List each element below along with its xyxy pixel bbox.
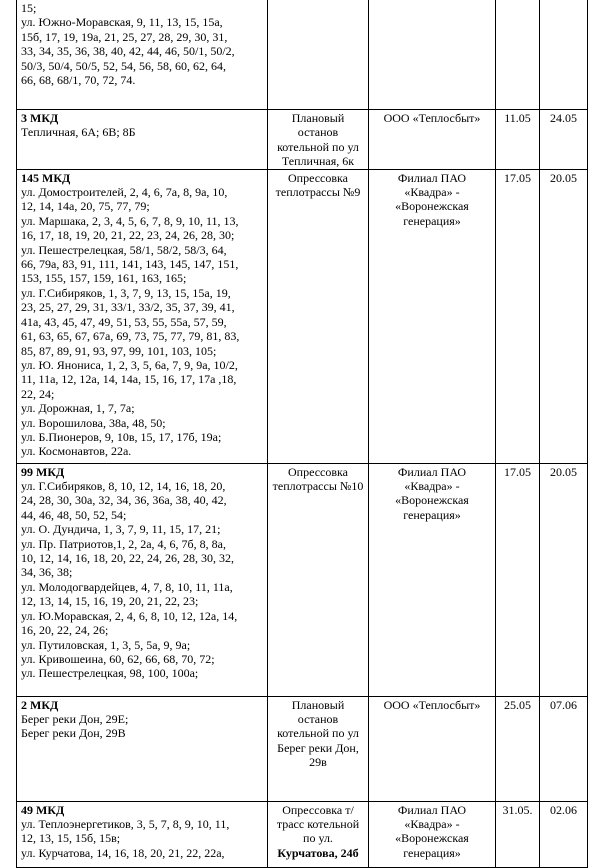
organization-name: Филиал ПАО «Квадра» - «Воронежская генерация» (395, 464, 469, 522)
start-date-cell: 17.05 (496, 463, 540, 696)
reason-cell (268, 696, 369, 801)
reason-text: Опрессовка теплотрассы №10 (272, 464, 364, 494)
address-line: 24, 28, 30, 30а, 32, 34, 36, 36а, 38, 40, 42, (21, 493, 227, 508)
start-date-cell: 31.05. (496, 801, 540, 867)
reason-text: Плановый останов котельной по ул Тепличная, 6к (277, 111, 359, 169)
address-cell (17, 801, 268, 867)
address-line: ул. Теплоэнергетиков, 3, 5, 7, 8, 9, 10, 11, (21, 817, 230, 832)
reason-text: Опрессовка теплотрассы №9 (275, 170, 361, 200)
table-row (17, 0, 588, 110)
reason-cell (268, 801, 369, 867)
building-count: 145 МКД (21, 170, 71, 185)
organization-cell (369, 169, 496, 463)
end-date-cell (540, 0, 588, 110)
organization-name: ООО «Теплосбыт» (383, 697, 481, 712)
address-line: ул. Г.Сибиряков, 1, 3, 7, 9, 13, 15, 15а, 19, (21, 285, 231, 300)
address-line: ул. Южно-Моравская, 9, 11, 13, 15, 15а, (21, 15, 223, 30)
organization-cell (369, 0, 496, 110)
address-line: ул. Ю. Янониса, 1, 2, 3, 5, 6а, 7, 9, 9а, 10/2, (21, 357, 238, 372)
address-cell (17, 0, 268, 110)
organization-name: Филиал ПАО «Квадра» - «Воронежская генерация» (395, 802, 469, 860)
table-row (17, 110, 588, 170)
address-line: ул. Пешестрелецкая, 58/1, 58/2, 58/3, 64, (21, 242, 227, 257)
organization-cell (369, 696, 496, 801)
address-line: ул. Курчатова, 14, 16, 18, 20, 21, 22, 22а, (21, 845, 225, 860)
address-line: ул. Кривошеина, 60, 62, 66, 68, 70, 72; (21, 651, 215, 666)
reason-cell (268, 169, 369, 463)
address-line: 34, 36, 38; (21, 565, 73, 580)
address-cell (17, 463, 268, 696)
address-line: 15б, 17, 19, 19а, 21, 25, 27, 28, 29, 30, 31, (21, 29, 228, 44)
address-line: Берег реки Дон, 29Е; (21, 712, 129, 727)
table-row (17, 696, 588, 801)
end-date-cell: 20.05 (540, 169, 588, 463)
outage-table-body (17, 0, 588, 867)
address-line: ул. О. Дундича, 1, 3, 7, 9, 11, 15, 17, 21; (21, 522, 221, 537)
building-count: 99 МКД (21, 464, 65, 479)
start-date-cell: 11.05 (496, 110, 540, 170)
address-line: 16, 20, 22, 24, 26; (21, 623, 109, 638)
reason-cell (268, 110, 369, 170)
start-date-cell (496, 0, 540, 110)
table-row (17, 463, 588, 696)
reason-cell (268, 463, 369, 696)
address-line: ул. Маршака, 2, 3, 4, 5, 6, 7, 8, 9, 10, 11, 13, (21, 213, 239, 228)
organization-cell (369, 110, 496, 170)
address-line: ул. Путиловская, 1, 3, 5, 5а, 9, 9а; (21, 637, 191, 652)
address-line: 66, 68, 68/1, 70, 72, 74. (21, 73, 136, 88)
address-line: ул. Пр. Патриотов,1, 2, 2а, 4, 6, 7б, 8, 8а, (21, 536, 226, 551)
address-line: 12, 14, 14а, 20, 75, 77, 79; (21, 199, 150, 214)
address-cell (17, 110, 268, 170)
outage-table (16, 0, 588, 868)
end-date-cell: 24.05 (540, 110, 588, 170)
address-line: 61, 63, 65, 67, 67а, 69, 73, 75, 77, 79, 81, 83, (21, 329, 240, 344)
address-line: ул. Молодогвардейцев, 4, 7, 8, 10, 11, 11а, (21, 579, 233, 594)
address-line: ул. Домостроителей, 2, 4, 6, 7а, 8, 9а, 10, (21, 185, 228, 200)
address-line: 10, 12, 14, 16, 18, 20, 22, 24, 26, 28, 30, 32, (21, 551, 234, 566)
address-line: ул. Космонавтов, 22а. (21, 444, 132, 459)
reason-address: Курчатова, 24б (277, 845, 359, 860)
address-line: ул. Г.Сибиряков, 8, 10, 12, 14, 16, 18, 20, (21, 479, 226, 494)
address-line: 11, 11а, 12, 12а, 14, 14а, 15, 16, 17, 17а ,18, (21, 372, 237, 387)
table-row (17, 801, 588, 867)
address-line: 22, 24; (21, 386, 55, 401)
organization-cell (369, 801, 496, 867)
address-cell (17, 169, 268, 463)
address-line: 50/3, 50/4, 50/5, 52, 54, 56, 58, 60, 62, 64, (21, 58, 227, 73)
table-row (17, 169, 588, 463)
address-line: 66, 79а, 83, 91, 111, 141, 143, 145, 147, 151, (21, 257, 239, 272)
address-line: 12, 13, 14, 15, 16, 19, 20, 21, 22, 23; (21, 594, 199, 609)
building-count: 2 МКД (21, 697, 59, 712)
address-line: 16, 17, 18, 19, 20, 21, 22, 23, 24, 26, 28, 30; (21, 228, 235, 243)
organization-name: Филиал ПАО «Квадра» - «Воронежская генерация» (395, 170, 469, 228)
end-date-cell: 20.05 (540, 463, 588, 696)
building-count: 49 МКД (21, 802, 65, 817)
address-line: 41а, 43, 45, 47, 49, 51, 53, 55, 55а, 57, 59, (21, 314, 227, 329)
address-line: 33, 34, 35, 36, 38, 40, 42, 44, 46, 50/1, 50/2, (21, 44, 235, 59)
reason-text: Плановый останов котельной по ул Берег реки Дон, 29в (277, 697, 359, 770)
address-line: ул. Ю.Моравская, 2, 4, 6, 8, 10, 12, 12а, 14, (21, 608, 238, 623)
building-count: 3 МКД (21, 111, 59, 125)
address-line: 12, 13, 15, 15б, 15в; (21, 831, 121, 846)
organization-name: ООО «Теплосбыт» (383, 111, 481, 125)
reason-cell (268, 0, 369, 110)
address-line: 23, 25, 27, 29, 31, 33/1, 33/2, 35, 37, 39, 41, (21, 300, 235, 315)
start-date-cell: 17.05 (496, 169, 540, 463)
organization-cell (369, 463, 496, 696)
address-line: ул. Дорожная, 1, 7, 7а; (21, 401, 135, 416)
address-line: ул. Пешестрелецкая, 98, 100, 100а; (21, 666, 199, 681)
end-date-cell: 07.06 (540, 696, 588, 801)
end-date-cell: 02.06 (540, 801, 588, 867)
address-line: ул. Б.Пионеров, 9, 10в, 15, 17, 17б, 19а; (21, 429, 222, 444)
address-line: 44, 46, 48, 50, 52, 54; (21, 507, 127, 522)
address-line: 15; (21, 1, 37, 15)
address-line: 85, 87, 89, 91, 93, 97, 99, 101, 103, 105; (21, 343, 217, 358)
address-line: Берег реки Дон, 29В (21, 726, 126, 741)
start-date-cell: 25.05 (496, 696, 540, 801)
address-cell (17, 696, 268, 801)
address-line: ул. Ворошилова, 38а, 48, 50; (21, 415, 166, 430)
address-line: 153, 155, 157, 159, 161, 163, 165; (21, 271, 187, 286)
reason-text: Опрессовка т/трасс котельной по ул. (276, 802, 360, 846)
address-line: Тепличная, 6А; 6В; 8Б (21, 125, 136, 140)
